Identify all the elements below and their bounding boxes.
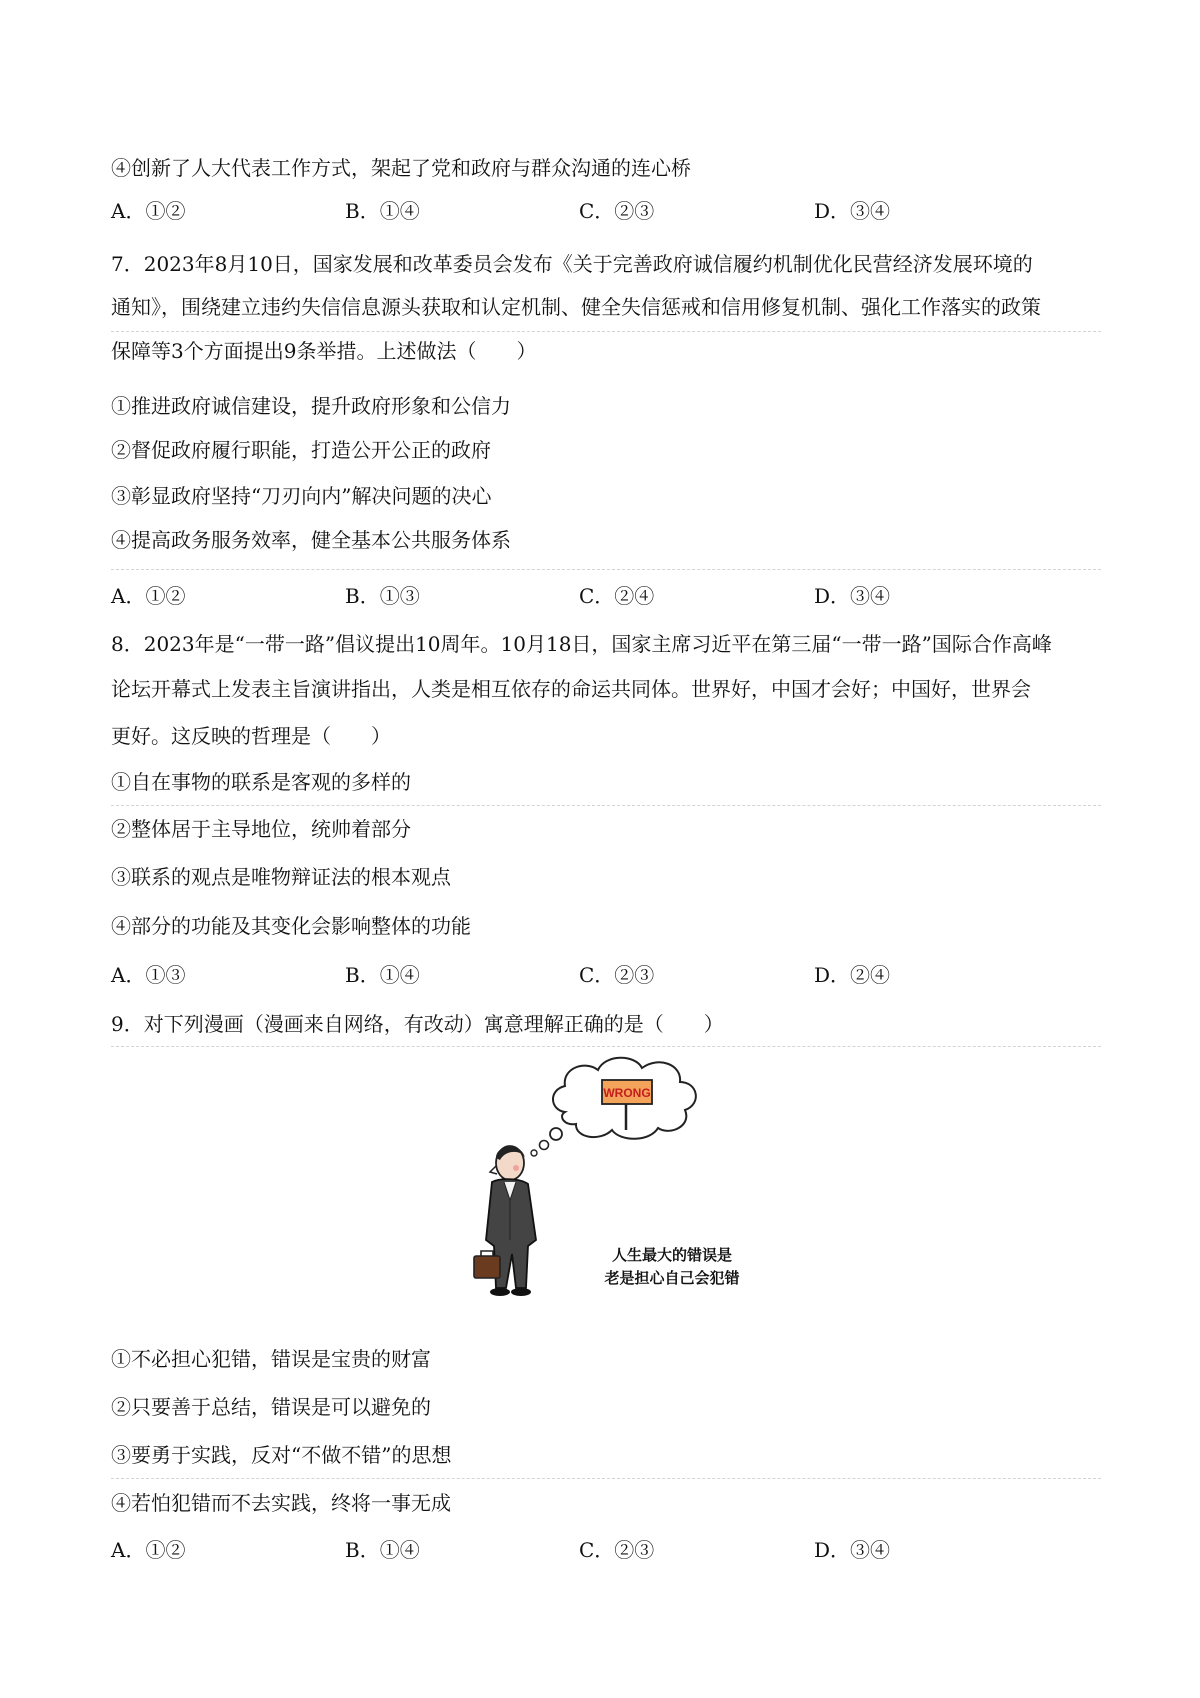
q6-option-a: A．①② <box>111 199 186 223</box>
q8-option-c: C．②③ <box>579 963 655 987</box>
dashed-divider <box>111 1046 1101 1047</box>
q9-item-4: ④若怕犯错而不去实践，终将一事无成 <box>111 1491 451 1515</box>
q7-stem-line-1: 7．2023年8月10日，国家发展和改革委员会发布《关于完善政府诚信履约机制优化民营经济发展环境的 <box>111 252 1033 276</box>
q9-item-2: ②只要善于总结，错误是可以避免的 <box>111 1395 431 1419</box>
q7-item-2: ②督促政府履行职能，打造公开公正的政府 <box>111 438 491 462</box>
q7-option-a: A．①② <box>111 584 186 608</box>
q6-options <box>111 197 1111 225</box>
q8-item-4: ④部分的功能及其变化会影响整体的功能 <box>111 914 471 938</box>
q9-option-d: D．③④ <box>814 1538 891 1562</box>
q9-option-c: C．②③ <box>579 1538 655 1562</box>
q7-item-4: ④提高政务服务效率，健全基本公共服务体系 <box>111 528 511 552</box>
comic-caption-line-1: 人生最大的错误是 <box>611 1246 733 1264</box>
q7-item-1: ①推进政府诚信建设，提升政府形象和公信力 <box>111 394 511 418</box>
q6-option-c: C．②③ <box>579 199 655 223</box>
q7-item-3: ③彰显政府坚持“刀刃向内”解决问题的决心 <box>111 484 492 508</box>
q6-option-b: B．①④ <box>345 199 420 223</box>
q9-item-3: ③要勇于实践，反对“不做不错”的思想 <box>111 1443 452 1467</box>
q8-item-2: ②整体居于主导地位，统帅着部分 <box>111 817 411 841</box>
q8-stem-line-2: 论坛开幕式上发表主旨演讲指出，人类是相互依存的命运共同体。世界好，中国才会好；中国好，世界会 <box>111 677 1031 701</box>
dashed-divider <box>111 569 1101 570</box>
dashed-divider <box>111 1478 1101 1479</box>
q9-item-1: ①不必担心犯错，错误是宝贵的财富 <box>111 1347 431 1371</box>
q6-option-d: D．③④ <box>814 199 891 223</box>
q8-stem-line-3: 更好。这反映的哲理是（ ） <box>111 724 391 748</box>
comic-caption-line-2: 老是担心自己会犯错 <box>604 1269 740 1287</box>
q9-option-a: A．①② <box>111 1538 186 1562</box>
q8-option-b: B．①④ <box>345 963 420 987</box>
q8-option-d: D．②④ <box>814 963 891 987</box>
q8-stem-line-1: 8．2023年是“一带一路”倡议提出10周年。10月18日，国家主席习近平在第三届“一带一路”国际合作高峰 <box>111 632 1052 656</box>
dashed-divider <box>111 805 1101 806</box>
dashed-divider <box>111 331 1101 332</box>
q7-options <box>111 582 1111 610</box>
q8-item-1: ①自在事物的联系是客观的多样的 <box>111 770 411 794</box>
q7-stem-line-2: 通知》，围绕建立违约失信信息源头获取和认定机制、健全失信惩戒和信用修复机制、强化工作落实的政策 <box>111 295 1041 319</box>
q8-option-a: A．①③ <box>111 963 186 987</box>
man-figure <box>474 1146 536 1296</box>
q6-item-4: ④创新了人大代表工作方式，架起了党和政府与群众沟通的连心桥 <box>111 156 691 180</box>
q9-options <box>111 1536 1111 1564</box>
q7-option-d: D．③④ <box>814 584 891 608</box>
sign-text: WRONG <box>603 1086 651 1100</box>
q8-item-3: ③联系的观点是唯物辩证法的根本观点 <box>111 865 451 889</box>
q9-stem: 9．对下列漫画（漫画来自网络，有改动）寓意理解正确的是（ ） <box>111 1012 724 1036</box>
q8-options <box>111 961 1111 989</box>
thought-cloud <box>531 1058 696 1156</box>
q9-option-b: B．①④ <box>345 1538 420 1562</box>
q7-option-b: B．①③ <box>345 584 420 608</box>
comic-illustration <box>470 1050 740 1315</box>
q7-option-c: C．②④ <box>579 584 655 608</box>
q7-stem-line-3: 保障等3个方面提出9条举措。上述做法（ ） <box>111 339 537 363</box>
